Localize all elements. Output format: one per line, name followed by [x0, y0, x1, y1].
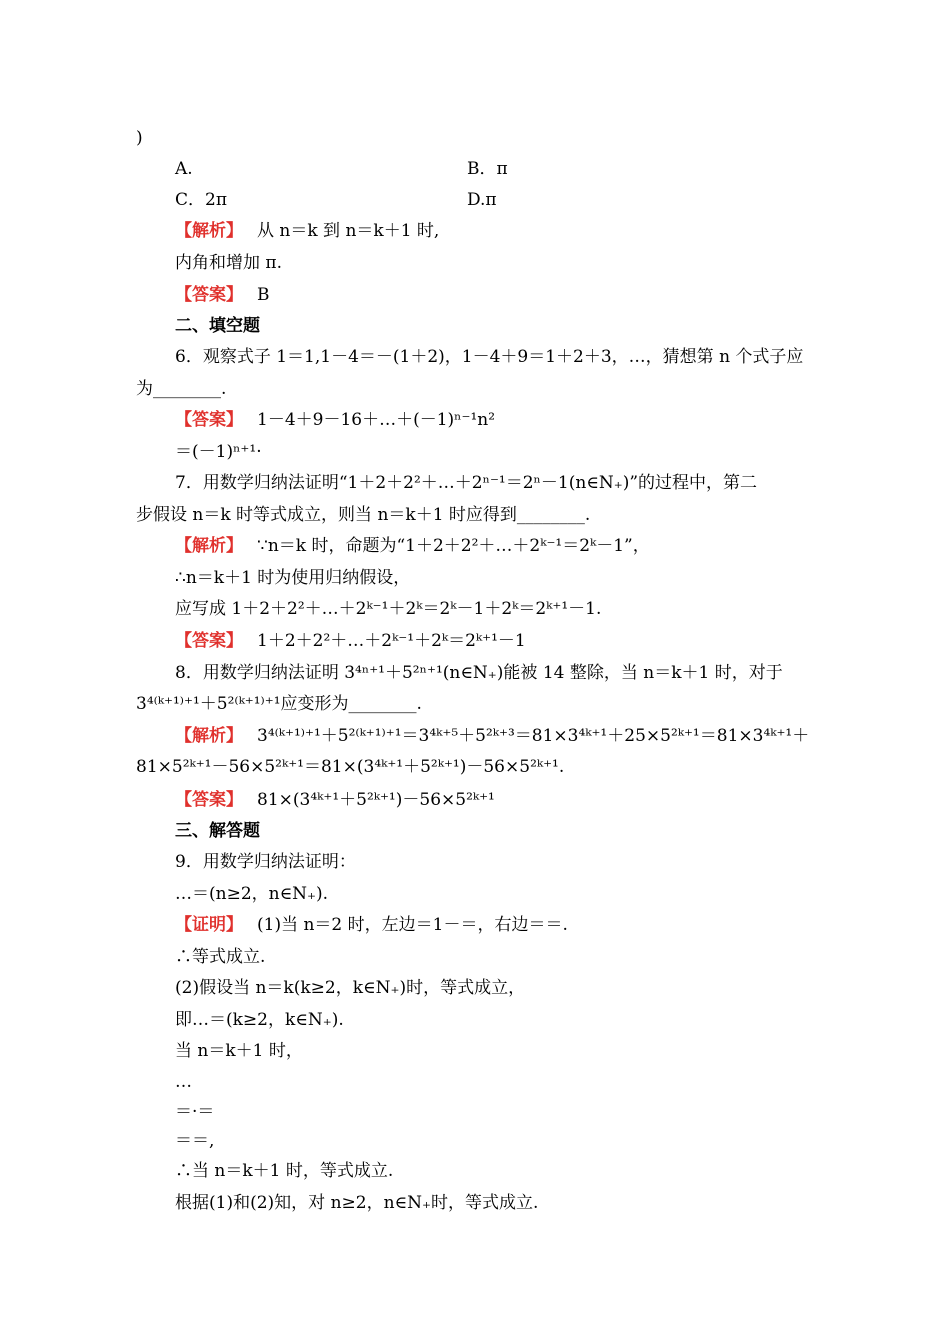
q9-proof-line-3: (2)假设当 n＝k(k≥2，k∈N₊)时，等式成立， [175, 978, 526, 998]
answer-tag: 【答案】 [175, 285, 243, 305]
q7-answer-line [175, 630, 526, 652]
q8-analysis-text-1: 3⁴⁽ᵏ⁺¹⁾⁺¹＋5²⁽ᵏ⁺¹⁾⁺¹＝3⁴ᵏ⁺⁵＋5²ᵏ⁺³＝81×3⁴ᵏ⁺¹＋25×5²ᵏ⁺¹＝81×3⁴ᵏ⁺¹＋ [257, 726, 810, 746]
q8-answer-text: 81×(3⁴ᵏ⁺¹＋5²ᵏ⁺¹)－56×5²ᵏ⁺¹ [257, 790, 495, 810]
q8-analysis-line-1 [175, 725, 809, 747]
q9-proof-line-8: ＝＝, [175, 1131, 215, 1151]
q7-analysis-text-1: ∵n＝k 时，命题为“1＋2＋2²＋…＋2ᵏ⁻¹＝2ᵏ－1”， [257, 536, 650, 556]
q9-proof-line-10: 根据(1)和(2)知，对 n≥2，n∈N₊时，等式成立. [175, 1193, 539, 1213]
q6-answer-line-2: ＝(－1)ⁿ⁺¹· [175, 442, 262, 462]
analysis-tag: 【解析】 [175, 726, 243, 746]
q9-proof-line-2: ∴等式成立. [175, 947, 266, 967]
q9-stem-line-1: 9．用数学归纳法证明： [175, 852, 356, 872]
q9-stem-line-2: …＝(n≥2，n∈N₊). [175, 884, 329, 904]
q5-analysis-line-2: 内角和增加 π. [175, 253, 282, 273]
option-a: A. [175, 159, 193, 179]
closing-paren: ) [136, 128, 143, 148]
q9-proof-text-1: (1)当 n＝2 时，左边＝1－＝，右边＝＝. [257, 915, 568, 935]
q6-answer-line-1 [175, 409, 495, 431]
q9-proof-line-9: ∴当 n＝k＋1 时，等式成立. [175, 1161, 394, 1181]
option-b: B．π [467, 159, 508, 179]
q7-answer-text: 1＋2＋2²＋…＋2ᵏ⁻¹＋2ᵏ＝2ᵏ⁺¹－1 [257, 631, 526, 651]
q5-answer-line [175, 284, 270, 306]
section-heading-fill-in: 二、填空题 [175, 316, 260, 336]
q9-proof-line-7: ＝·＝ [175, 1102, 215, 1122]
answer-tag: 【答案】 [175, 631, 243, 651]
proof-tag: 【证明】 [175, 915, 243, 935]
q6-answer-text-1: 1－4＋9－16＋…＋(－1)ⁿ⁻¹n² [257, 410, 496, 430]
q7-analysis-line-3: 应写成 1＋2＋2²＋…＋2ᵏ⁻¹＋2ᵏ＝2ᵏ－1＋2ᵏ＝2ᵏ⁺¹－1. [175, 599, 602, 619]
q5-analysis-text-1: 从 n＝k 到 n＝k＋1 时, [257, 221, 440, 241]
q8-analysis-line-2: 81×5²ᵏ⁺¹－56×5²ᵏ⁺¹＝81×(3⁴ᵏ⁺¹＋5²ᵏ⁺¹)－56×5²ᵏ⁺¹. [136, 757, 565, 777]
answer-tag: 【答案】 [175, 790, 243, 810]
q7-stem-line-2: 步假设 n＝k 时等式成立，则当 n＝k＋1 时应得到________. [136, 505, 591, 525]
q9-proof-line-1 [175, 914, 568, 936]
q8-stem-line-2: 3⁴⁽ᵏ⁺¹⁾⁺¹＋5²⁽ᵏ⁺¹⁾⁺¹应变形为________. [136, 694, 422, 714]
section-heading-solution: 三、解答题 [175, 821, 260, 841]
analysis-tag: 【解析】 [175, 221, 243, 241]
q5-answer-text: B [257, 285, 270, 305]
answer-tag: 【答案】 [175, 410, 243, 430]
q7-analysis-line-2: ∴n＝k＋1 时为使用归纳假设， [175, 568, 411, 588]
q9-proof-line-6: … [175, 1072, 192, 1092]
q9-proof-line-5: 当 n＝k＋1 时， [175, 1041, 303, 1061]
q8-answer-line [175, 789, 495, 811]
q8-stem-line-1: 8．用数学归纳法证明 3⁴ⁿ⁺¹＋5²ⁿ⁺¹(n∈N₊)能被 14 整除，当 n＝k＋1 时，对于 [175, 663, 783, 683]
q9-proof-line-4: 即…＝(k≥2，k∈N₊). [175, 1010, 344, 1030]
q7-analysis-line-1 [175, 535, 650, 557]
analysis-tag: 【解析】 [175, 536, 243, 556]
q5-analysis-line-1 [175, 220, 439, 242]
q6-stem-line-2: 为________. [136, 379, 227, 399]
q7-stem-line-1: 7．用数学归纳法证明“1＋2＋2²＋…＋2ⁿ⁻¹＝2ⁿ－1(n∈N₊)”的过程中，第二 [175, 473, 758, 493]
option-c: C．2π [175, 190, 227, 210]
q6-stem-line-1: 6．观察式子 1＝1,1－4＝－(1＋2)，1－4＋9＝1＋2＋3，…，猜想第 n 个式子应 [175, 347, 804, 367]
option-d: D.π [467, 190, 497, 210]
